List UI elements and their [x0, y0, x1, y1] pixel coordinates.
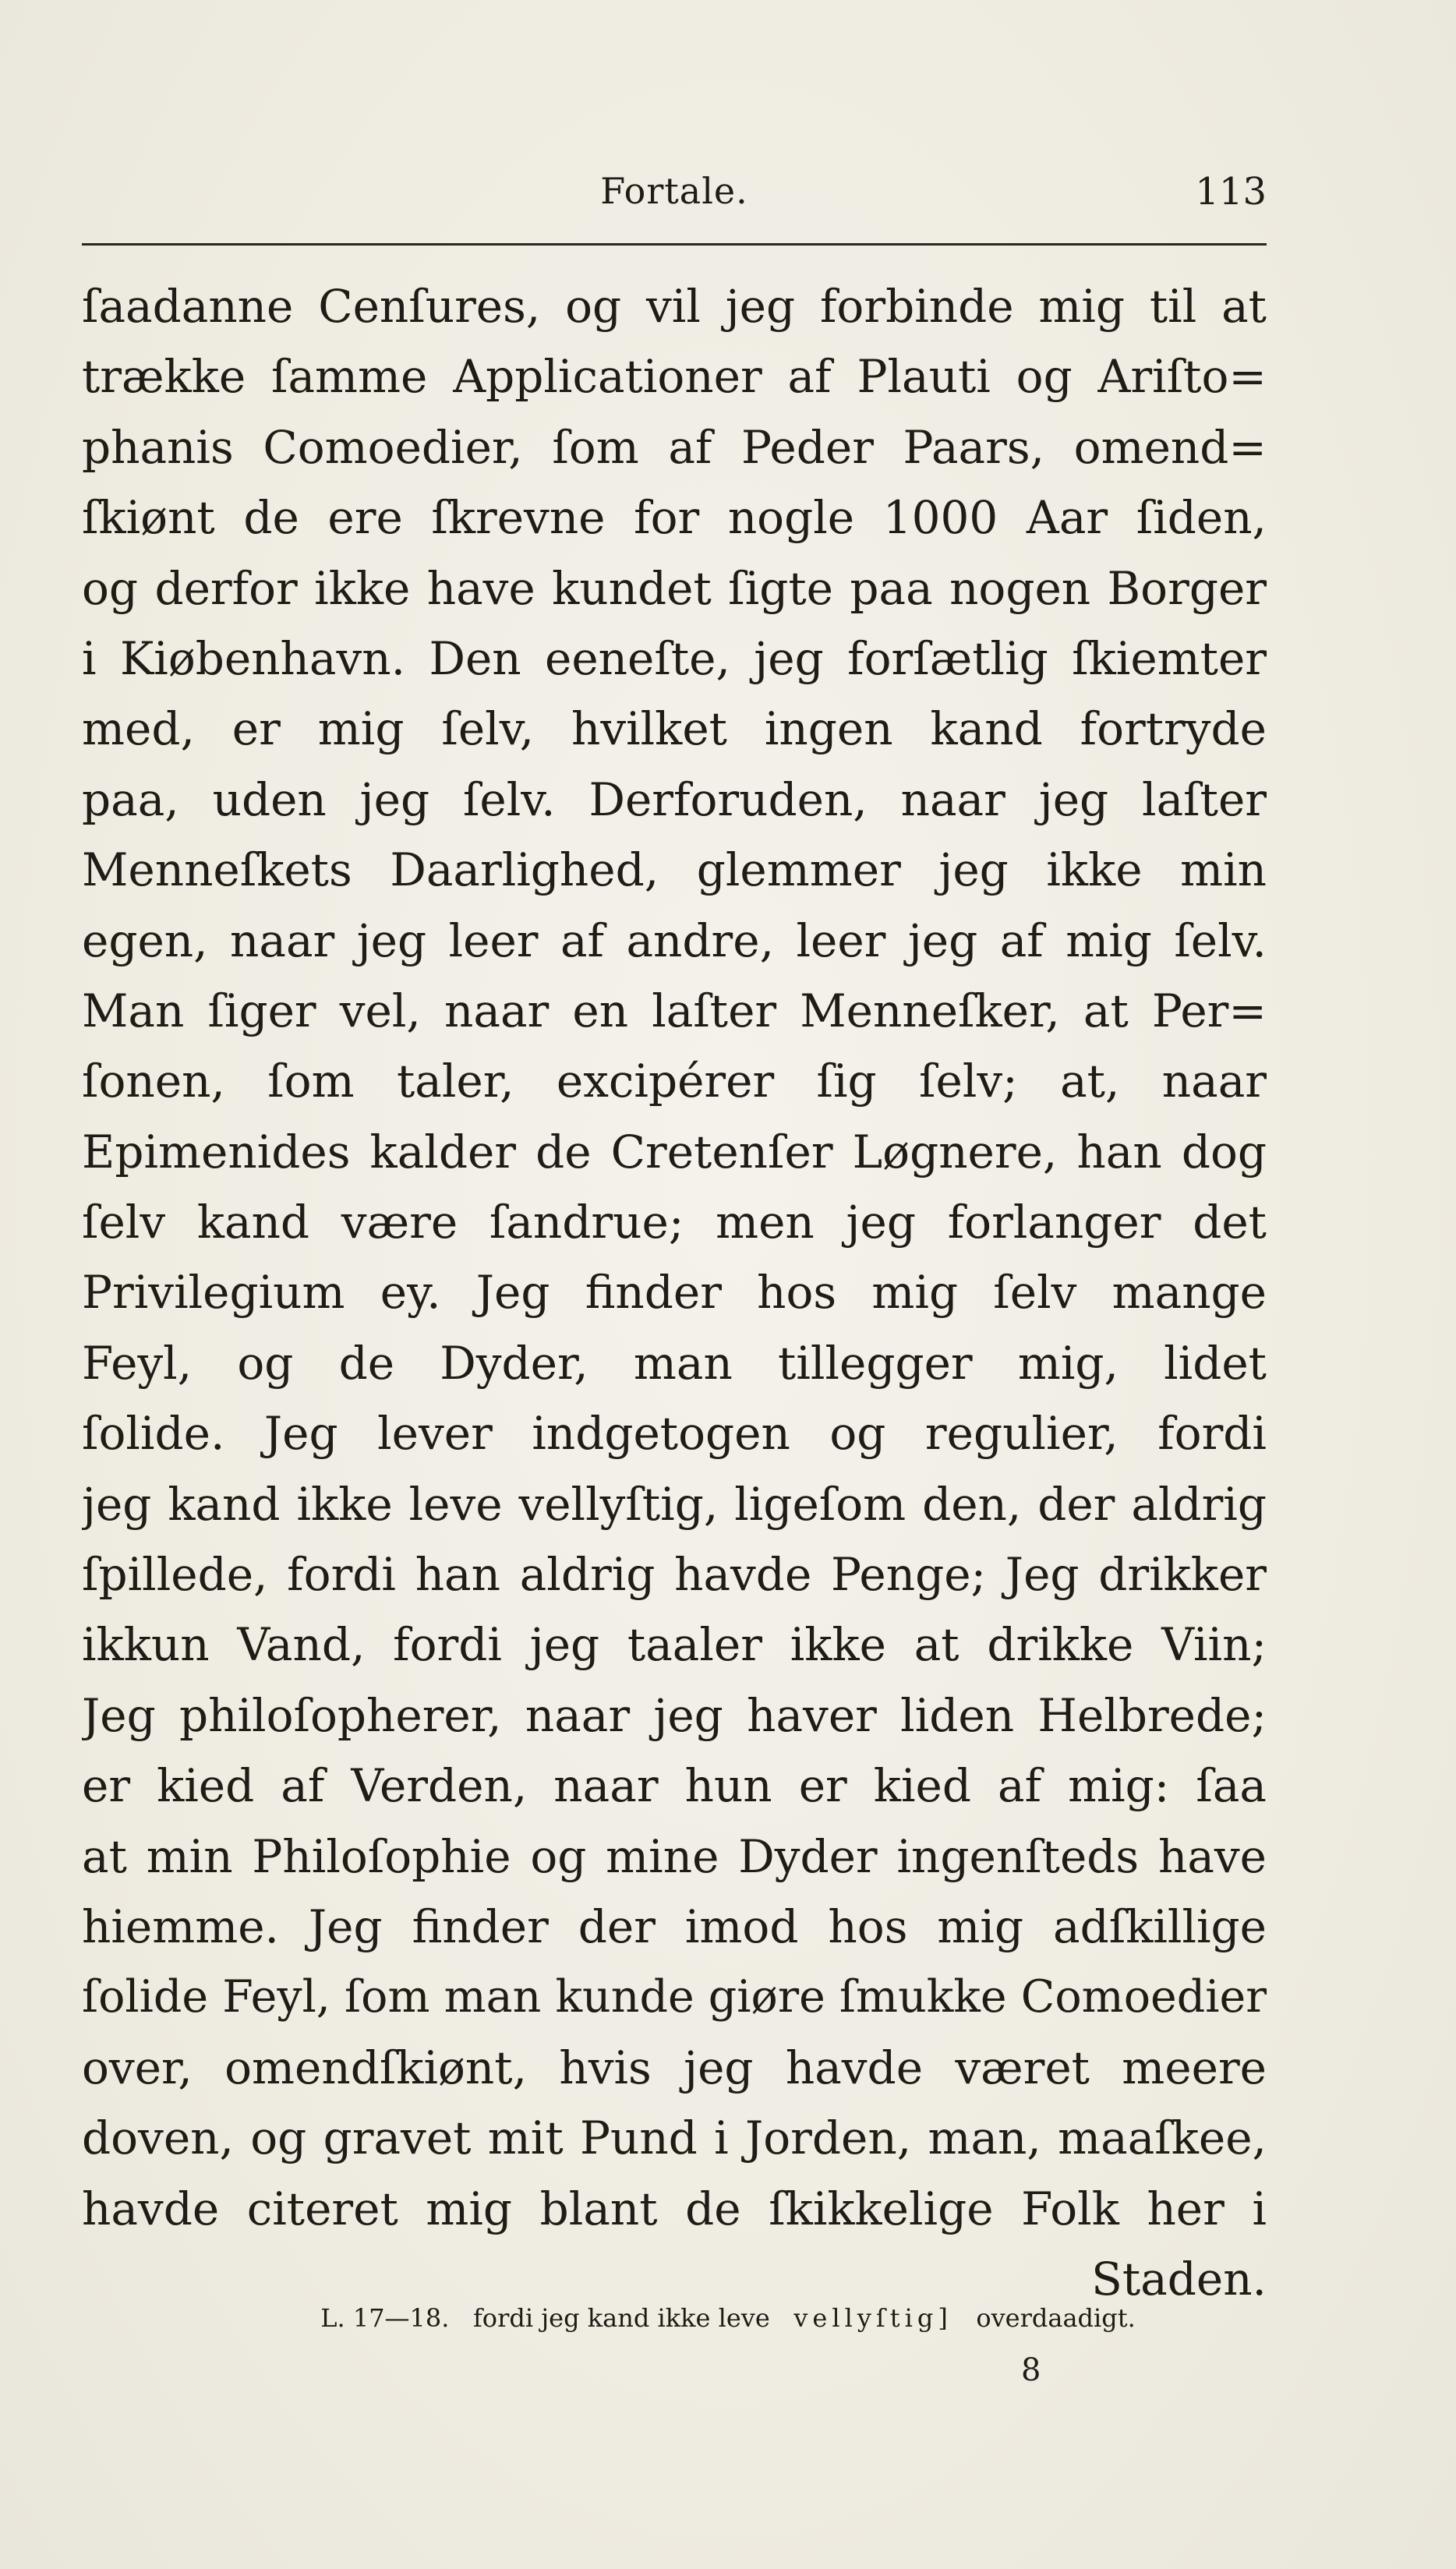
text-line: er kied af Verden, naar hun er kied af mig: ſaa: [82, 1759, 1267, 1813]
text-line: ſkiønt de ere ſkrevne for nogle 1000 Aar ſiden,: [82, 491, 1267, 545]
text-line: Epimenides kalder de Cretenſer Løgnere, han dog: [82, 1125, 1267, 1178]
page-header: [82, 156, 1267, 218]
text-line: over, omendſkiønt, hvis jeg havde været meere: [82, 2041, 1267, 2094]
text-line: med, er mig ſelv, hvilket ingen kand fortryde: [82, 702, 1267, 756]
footnote: [0, 2303, 1456, 2333]
text-line: egen, naar jeg leer af andre, leer jeg af mig ſelv.: [82, 913, 1267, 967]
footnote-note: overdaadigt.: [976, 2303, 1136, 2333]
text-line: hiemme. Jeg finder der imod hos mig adſkillige: [82, 1899, 1267, 1953]
text-line: paa, uden jeg ſelv. Derforuden, naar jeg laſter: [82, 772, 1267, 826]
footnote-lemma: fordi jeg kand ikke leve: [472, 2303, 770, 2333]
text-line-final: Staden.: [1091, 2252, 1267, 2306]
text-line: ikkun Vand, fordi jeg taaler ikke at drikke Viin;: [82, 1618, 1267, 1672]
text-line: jeg kand ikke leve vellyſtig, ligeſom den, der aldrig: [82, 1477, 1267, 1531]
text-line: ſonen, ſom taler, excipérer ſig ſelv; at, naar: [82, 1055, 1267, 1108]
text-line: Jeg philoſopherer, naar jeg haver liden Helbrede;: [82, 1688, 1267, 1742]
text-line: at min Philoſophie og mine Dyder ingenſteds have: [82, 1829, 1267, 1883]
text-line: og derfor ikke have kundet ſigte paa nogen Borger: [82, 561, 1267, 615]
text-line: Feyl, og de Dyder, man tillegger mig, lidet: [82, 1336, 1267, 1390]
body-text: [82, 271, 1267, 2314]
running-title: Fortale.: [600, 170, 748, 212]
text-line: doven, og gravet mit Pund i Jorden, man, maaſkee,: [82, 2111, 1267, 2165]
header-rule: [82, 243, 1267, 246]
text-line: Privilegium ey. Jeg finder hos mig ſelv mange: [82, 1266, 1267, 1320]
text-line: ſelv kand være ſandrue; men jeg forlanger det: [82, 1196, 1267, 1249]
text-line: Menneſkets Daarlighed, glemmer jeg ikke min: [82, 843, 1267, 897]
text-line: ſolide. Jeg lever indgetogen og regulier, fordi: [82, 1407, 1267, 1461]
page-number: 113: [1195, 170, 1267, 214]
text-line: phanis Comoedier, ſom af Peder Paars, omend=: [82, 420, 1267, 474]
text-line: havde citeret mig blant de ſkikkelige Folk her i: [82, 2182, 1267, 2235]
footnote-emphasis: vellyſtig]: [793, 2303, 952, 2333]
text-line: Man ſiger vel, naar en laſter Menneſker, at Per=: [82, 984, 1267, 1037]
text-line: i Kiøbenhavn. Den eeneſte, jeg forſætlig ſkiemter: [82, 631, 1267, 685]
text-line: ſpillede, fordi han aldrig havde Penge; Jeg drikker: [82, 1548, 1267, 1602]
footnote-ref: L. 17—18.: [320, 2303, 450, 2333]
signature-mark: 8: [1021, 2352, 1041, 2388]
text-line: ſolide Feyl, ſom man kunde giøre ſmukke Comoedier: [82, 1971, 1267, 2023]
text-line: ſaadanne Cenſures, og vil jeg forbinde mig til at: [82, 280, 1267, 333]
text-line: trække ſamme Applicationer af Plauti og Ariſto=: [82, 350, 1267, 404]
